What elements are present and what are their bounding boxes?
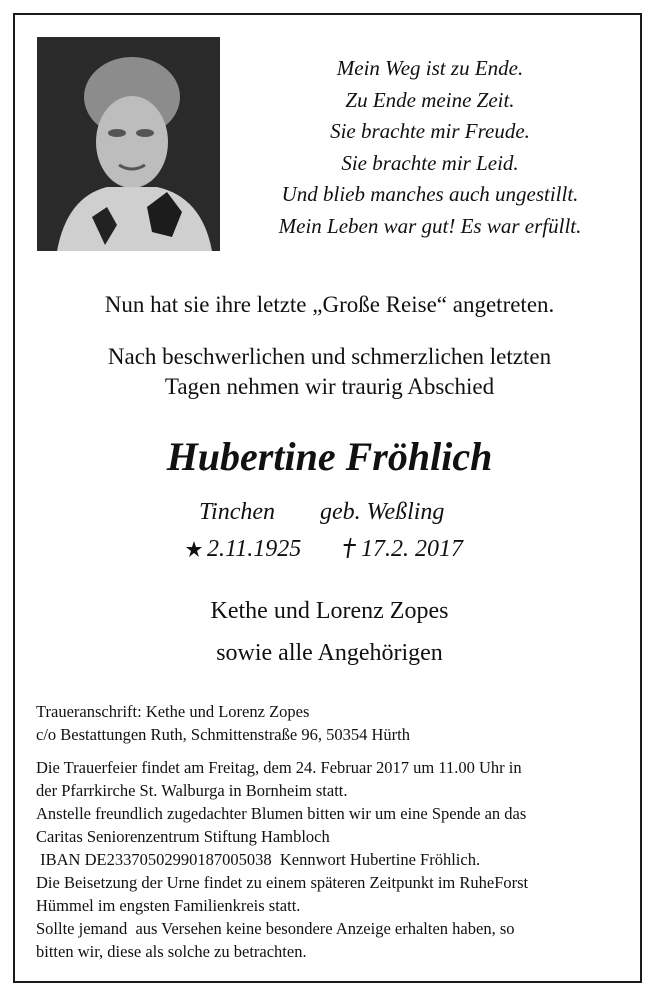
portrait-image: [37, 37, 220, 251]
poem-line: Mein Weg ist zu Ende.: [336, 56, 524, 80]
detail-line: Die Trauerfeier findet am Freitag, dem 24. Februar 2017 um 11.00 Uhr in: [36, 758, 522, 777]
detail-line: Caritas Seniorenzentrum Stiftung Hambloch: [36, 827, 330, 846]
death-date: [342, 536, 463, 563]
poem-line: Mein Leben war gut! Es war erfüllt.: [278, 213, 582, 238]
star-icon: [185, 540, 203, 558]
address-line: c/o Bestattungen Ruth, Schmittenstraße 96, 50354 Hürth: [36, 725, 410, 744]
address-line: Traueranschrift: Kethe und Lorenz Zopes: [36, 702, 310, 721]
portrait-photo: [37, 37, 220, 251]
farewell-line: Nach beschwerlichen und schmerzlichen letzten: [107, 344, 552, 369]
detail-line: bitten wir, diese als solche zu betrachten.: [36, 942, 307, 961]
poem: [240, 53, 620, 242]
detail-line: Anstelle freundlich zugedachter Blumen bitten wir um eine Spende an das: [36, 804, 527, 823]
mourners-line: sowie alle Angehörigen: [216, 640, 443, 666]
poem-line: Sie brachte mir Leid.: [341, 150, 519, 175]
poem-line: Zu Ende meine Zeit.: [345, 87, 515, 112]
death-date-value: 17.2. 2017: [361, 536, 463, 562]
journey-line: Nun hat sie ihre letzte „Große Reise“ angetreten.: [104, 292, 555, 317]
mourning-address: [36, 700, 636, 746]
poem-line: Sie brachte mir Freude.: [330, 119, 530, 143]
mourners-line: Kethe und Lorenz Zopes: [210, 598, 449, 624]
detail-line: Die Beisetzung der Urne findet zu einem späteren Zeitpunkt im RuheForst: [36, 873, 529, 892]
birth-name: geb. Weßling: [320, 499, 445, 525]
poem-line: Und blieb manches auch ungestillt.: [281, 182, 579, 206]
detail-line: Hümmel im engsten Familienkreis statt.: [36, 896, 301, 915]
farewell-line: Tagen nehmen wir traurig Abschied: [164, 374, 495, 399]
ceremony-details: [36, 756, 636, 963]
nickname: Tinchen: [199, 499, 275, 525]
detail-line: der Pfarrkirche St. Walburga in Bornheim statt.: [36, 781, 348, 800]
cross-icon: [342, 537, 358, 559]
detail-line: Sollte jemand aus Versehen keine besondere Anzeige erhalten haben, so: [36, 919, 515, 938]
birth-date: [185, 536, 301, 563]
detail-line: IBAN DE23370502990187005038 Kennwort Hubertine Fröhlich.: [36, 850, 481, 869]
deceased-name: Hubertine Fröhlich: [166, 434, 493, 479]
birth-date-value: 2.11.1925: [207, 536, 302, 562]
